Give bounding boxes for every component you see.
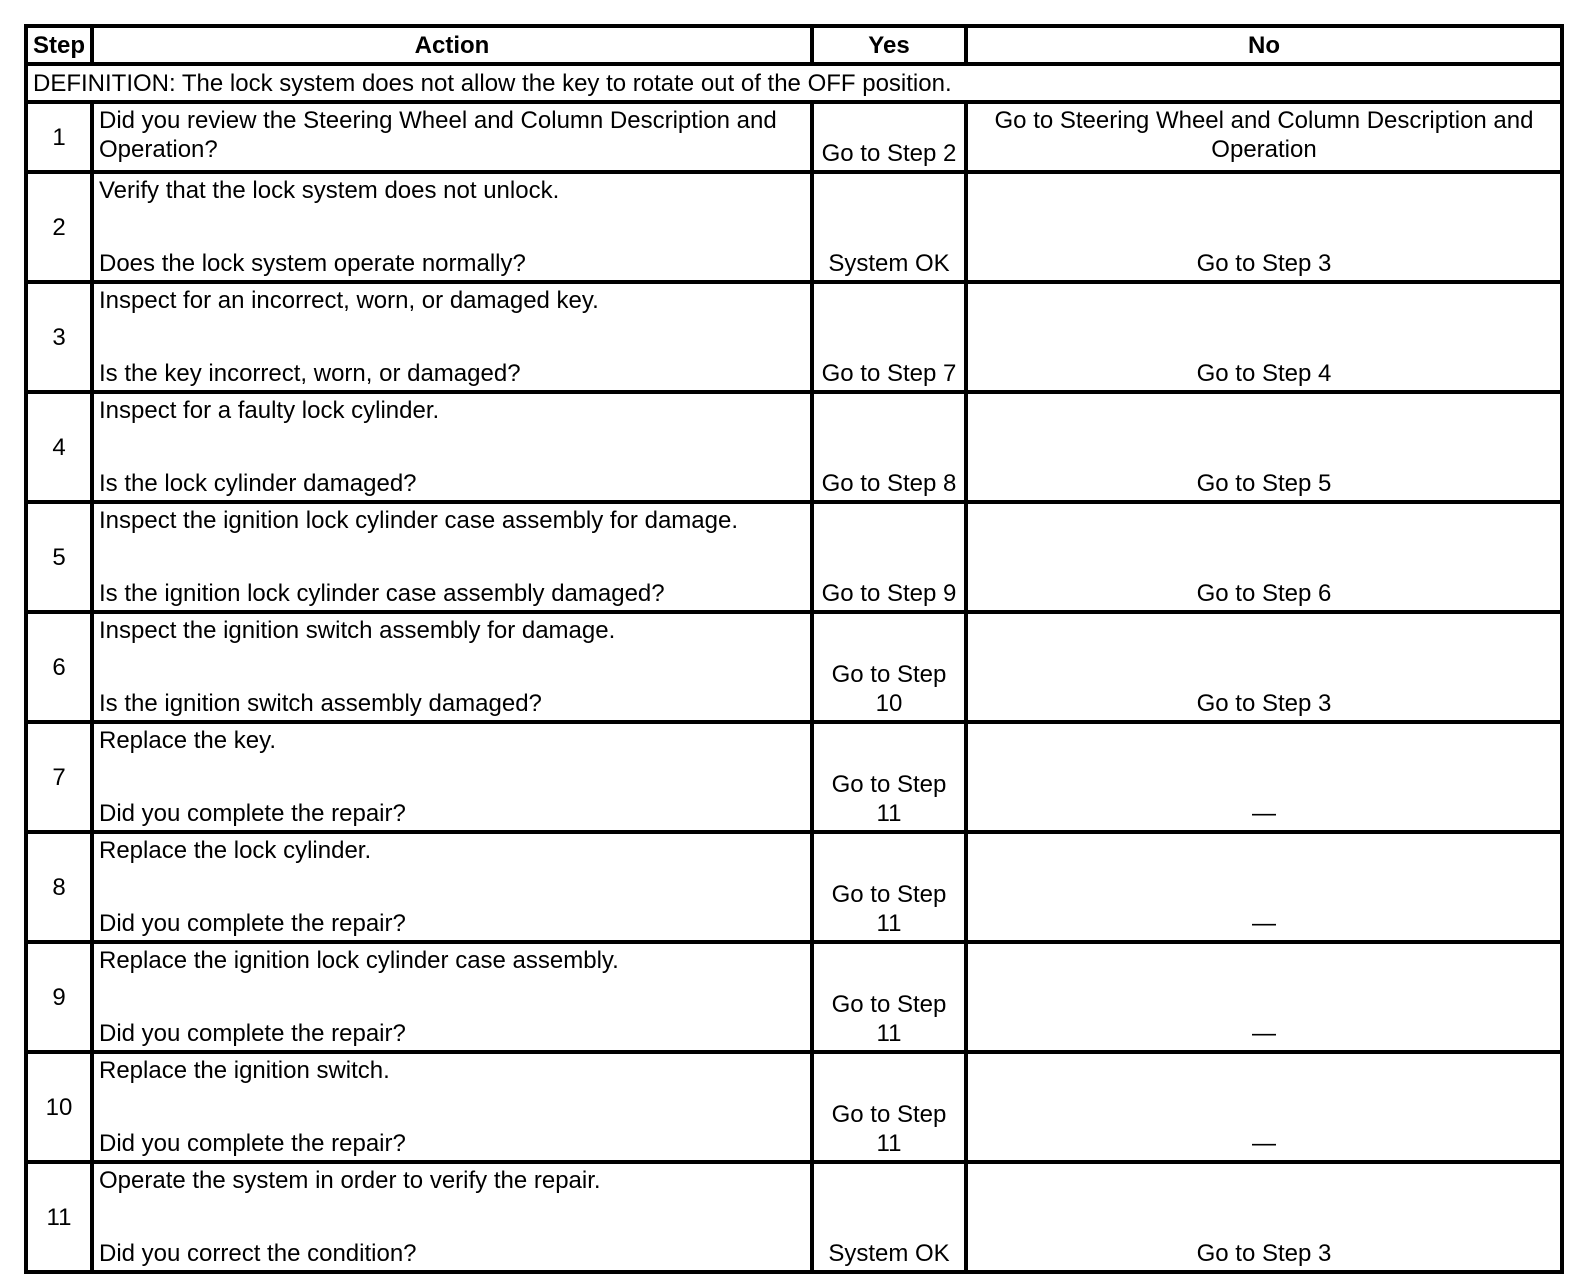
diagnostic-table	[24, 24, 1564, 1274]
action-cell	[92, 1052, 812, 1162]
step-row	[26, 942, 1562, 1052]
step-row	[26, 1052, 1562, 1162]
action-text: Replace the ignition lock cylinder case assembly.	[99, 947, 619, 974]
no-result: —	[966, 722, 1562, 832]
step-number: 8	[26, 832, 92, 942]
yes-result: Go to Step 7	[812, 282, 966, 392]
question-text: Did you complete the repair?	[99, 800, 406, 827]
question-text: Is the key incorrect, worn, or damaged?	[99, 360, 521, 387]
header-step: Step	[26, 26, 92, 64]
no-result: Go to Step 3	[966, 612, 1562, 722]
step-row	[26, 612, 1562, 722]
action-text: Inspect for a faulty lock cylinder.	[99, 397, 440, 424]
action-text: Inspect for an incorrect, worn, or damaged key.	[99, 287, 599, 314]
action-text: Operate the system in order to verify the repair.	[99, 1167, 601, 1194]
yes-result: Go to Step 10	[812, 612, 966, 722]
action-cell	[92, 612, 812, 722]
step-number: 3	[26, 282, 92, 392]
yes-result: Go to Step 11	[812, 832, 966, 942]
question-text: Did you complete the repair?	[99, 910, 406, 937]
header-action: Action	[92, 26, 812, 64]
action-text: Inspect the ignition lock cylinder case assembly for damage.	[99, 507, 738, 534]
question-text: Did you complete the repair?	[99, 1020, 406, 1047]
action-cell	[92, 502, 812, 612]
no-result: —	[966, 832, 1562, 942]
no-result: Go to Step 6	[966, 502, 1562, 612]
step-number: 4	[26, 392, 92, 502]
question-text: Is the ignition lock cylinder case assembly damaged?	[99, 580, 665, 607]
no-result: Go to Step 3	[966, 172, 1562, 282]
step-number: 1	[26, 102, 92, 172]
step-row	[26, 282, 1562, 392]
action-text: Replace the lock cylinder.	[99, 837, 372, 864]
action-cell	[92, 942, 812, 1052]
action-cell	[92, 102, 812, 172]
question-text: Did you complete the repair?	[99, 1130, 406, 1157]
action-text: Replace the key.	[99, 727, 276, 754]
step-number: 6	[26, 612, 92, 722]
yes-result: Go to Step 11	[812, 1052, 966, 1162]
question-text: Does the lock system operate normally?	[99, 250, 526, 277]
header-row	[26, 26, 1562, 64]
yes-result: System OK	[812, 1162, 966, 1272]
action-text: Verify that the lock system does not unlock.	[99, 177, 560, 204]
action-text: Replace the ignition switch.	[99, 1057, 390, 1084]
question-text: Is the lock cylinder damaged?	[99, 470, 417, 497]
yes-result: System OK	[812, 172, 966, 282]
yes-result: Go to Step 11	[812, 942, 966, 1052]
step-number: 11	[26, 1162, 92, 1272]
yes-result: Go to Step 9	[812, 502, 966, 612]
action-cell	[92, 282, 812, 392]
definition-row	[26, 64, 1562, 102]
no-result: Go to Step 4	[966, 282, 1562, 392]
step-row	[26, 832, 1562, 942]
step-number: 9	[26, 942, 92, 1052]
action-text: Did you review the Steering Wheel and Column Description and Operation?	[99, 107, 777, 163]
no-result: Go to Steering Wheel and Column Description and Operation	[966, 102, 1562, 172]
action-cell	[92, 832, 812, 942]
step-row	[26, 172, 1562, 282]
action-cell	[92, 1162, 812, 1272]
no-result: Go to Step 3	[966, 1162, 1562, 1272]
yes-result: Go to Step 11	[812, 722, 966, 832]
question-text: Did you correct the condition?	[99, 1240, 417, 1267]
no-result: Go to Step 5	[966, 392, 1562, 502]
step-number: 2	[26, 172, 92, 282]
step-row	[26, 392, 1562, 502]
no-result: —	[966, 942, 1562, 1052]
yes-result: Go to Step 2	[812, 102, 966, 172]
step-number: 10	[26, 1052, 92, 1162]
action-cell	[92, 722, 812, 832]
step-row	[26, 722, 1562, 832]
action-text: Inspect the ignition switch assembly for damage.	[99, 617, 616, 644]
step-row	[26, 1162, 1562, 1272]
header-yes: Yes	[812, 26, 966, 64]
question-text: Is the ignition switch assembly damaged?	[99, 690, 542, 717]
definition-text: DEFINITION: The lock system does not allow the key to rotate out of the OFF position.	[26, 64, 1562, 102]
yes-result: Go to Step 8	[812, 392, 966, 502]
header-no: No	[966, 26, 1562, 64]
no-result: —	[966, 1052, 1562, 1162]
step-number: 5	[26, 502, 92, 612]
step-row	[26, 102, 1562, 172]
action-cell	[92, 172, 812, 282]
step-number: 7	[26, 722, 92, 832]
action-cell	[92, 392, 812, 502]
step-row	[26, 502, 1562, 612]
